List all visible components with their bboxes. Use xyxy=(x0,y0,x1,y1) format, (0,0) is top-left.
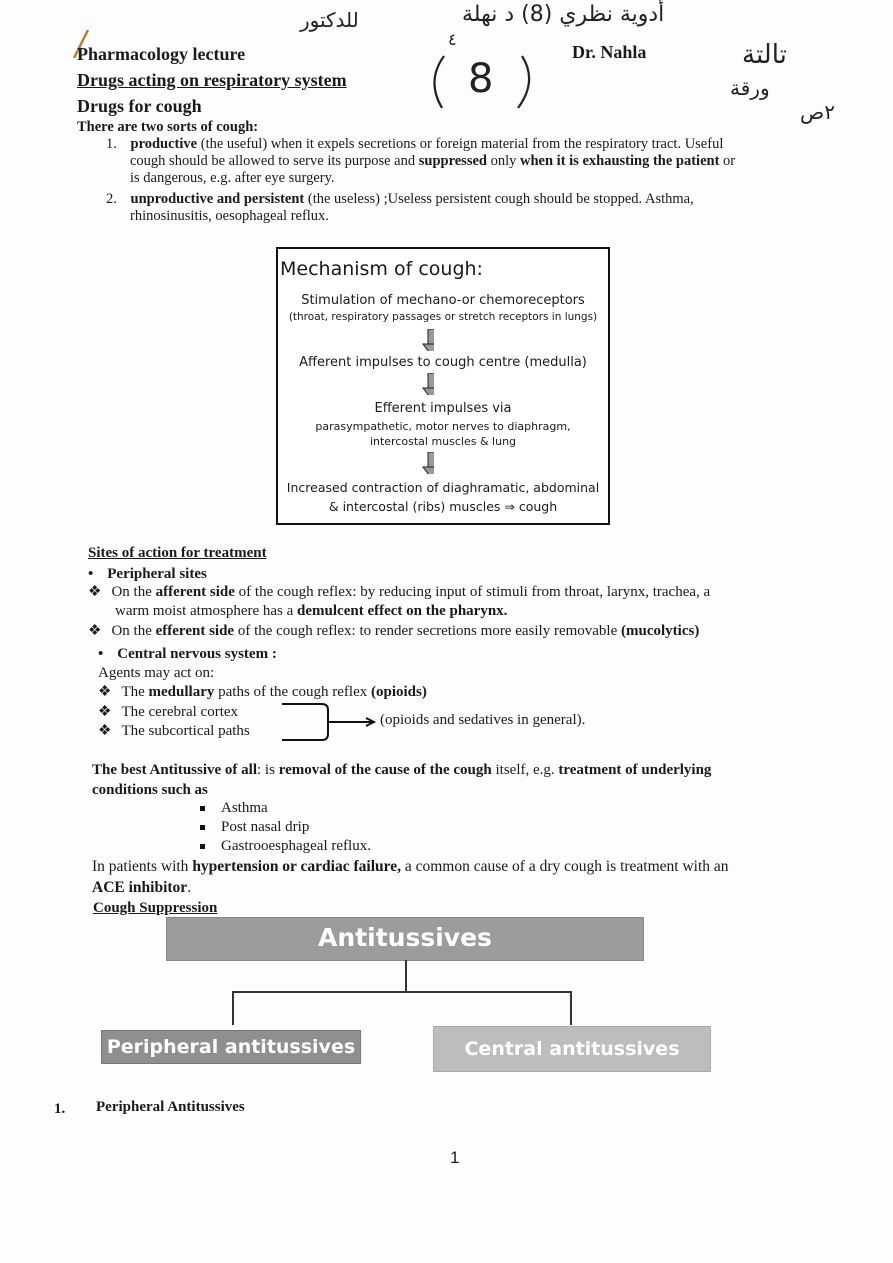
text-span-bold: suppressed xyxy=(418,153,487,169)
handwritten-right-note-2: ورقة xyxy=(730,76,770,100)
condition-item xyxy=(200,838,371,855)
diamond-bullet-icon: ❖ xyxy=(98,704,112,720)
text-span: On the xyxy=(111,584,156,600)
text-span: of the cough reflex: to render secretions more easily removable xyxy=(234,623,622,639)
text-span: . xyxy=(187,879,192,896)
antitussives-root-box xyxy=(166,917,644,961)
square-bullet-icon xyxy=(200,844,205,849)
cough-type-2-line-1 xyxy=(106,191,694,208)
hypertension-line-2 xyxy=(92,879,191,896)
text-span: itself, e.g. xyxy=(491,762,559,778)
square-bullet-icon xyxy=(200,825,205,830)
text-span: : is xyxy=(257,762,279,778)
tree-connector-horizontal xyxy=(232,991,572,993)
mechanism-step-1-detail: (throat, respiratory passages or stretch receptors in lungs) xyxy=(288,311,598,323)
text-span: of the cough reflex: by reducing input of stimuli from throat, larynx, trachea, a xyxy=(234,584,711,600)
text-span: On the xyxy=(111,623,156,639)
condition-label: Asthma xyxy=(221,800,268,816)
handwritten-note-top-right: أدوية نظري (8) د نهلة xyxy=(462,2,665,27)
mechanism-of-cough-box xyxy=(276,247,610,525)
tree-connector-left xyxy=(232,991,234,1025)
mechanism-step-4-line-1: Increased contraction of diaghramatic, abdominal xyxy=(286,480,600,495)
text-span-bold: treatment of underlying xyxy=(558,762,712,778)
cough-type-1-desc: (the useful) when it expels secretions or foreign material from the respiratory tract. Useful xyxy=(197,136,724,152)
square-bullet-icon xyxy=(200,806,205,811)
mechanism-step-2: Afferent impulses to cough centre (medulla) xyxy=(299,355,587,370)
mechanism-step-4-line-2: & intercostal (ribs) muscles ⇒ cough xyxy=(328,499,558,514)
text-span-bold: (opioids) xyxy=(371,684,427,700)
best-antitussive-line-2: conditions such as xyxy=(92,782,208,798)
down-arrow-icon xyxy=(422,373,434,395)
central-nervous-system-item xyxy=(98,646,277,663)
efferent-side-line xyxy=(88,623,699,640)
subcortical-line xyxy=(98,723,250,740)
handwritten-note-top-left: للدكتور xyxy=(300,8,359,32)
text-span-bold: efferent side xyxy=(155,623,235,639)
central-antitussives-box xyxy=(433,1026,711,1072)
text-span: paths of the cough reflex xyxy=(214,684,371,700)
text-span-bold: (mucolytics) xyxy=(621,623,700,639)
diamond-bullet-icon: ❖ xyxy=(88,623,102,639)
mechanism-step-1: Stimulation of mechano-or chemoreceptors xyxy=(301,293,585,308)
peripheral-sites-label: Peripheral sites xyxy=(107,566,207,582)
mechanism-step-3: Efferent impulses via xyxy=(374,401,512,416)
condition-item xyxy=(200,800,268,817)
cerebral-cortex-line xyxy=(98,704,238,721)
doctor-name: Dr. Nahla xyxy=(572,42,647,62)
text-span-bold: The best Antitussive of all xyxy=(92,762,258,778)
peripheral-antitussives-box xyxy=(101,1030,361,1064)
mechanism-step-3-detail-1: parasympathetic, motor nerves to diaphragm, xyxy=(315,420,571,433)
text-span-bold: afferent side xyxy=(155,584,235,600)
cough-type-1-line-3: is dangerous, e.g. after eye surgery. xyxy=(130,170,335,186)
bracket-icon xyxy=(280,702,380,742)
bracket-note: (opioids and sedatives in general). xyxy=(380,712,586,728)
text-span: The cerebral cortex xyxy=(121,704,239,720)
condition-label: Post nasal drip xyxy=(221,819,310,835)
bullet-icon: • xyxy=(98,646,104,662)
cough-type-2-num: 2. xyxy=(106,191,117,207)
cough-type-1-line-1 xyxy=(106,136,723,153)
text-span-bold: demulcent effect on the pharynx. xyxy=(297,603,508,619)
text-span-bold: medullary xyxy=(148,684,215,700)
peripheral-sites-item xyxy=(88,566,207,583)
diamond-bullet-icon: ❖ xyxy=(98,684,112,700)
text-span: warm moist atmosphere has a xyxy=(115,603,298,619)
text-span: cough should be allowed to serve its purpose and xyxy=(130,153,419,169)
lecture-title: Pharmacology lecture xyxy=(77,44,246,64)
text-span-bold: removal of the cause of the cough xyxy=(278,762,492,778)
mechanism-step-3-detail-2: intercostal muscles & lung xyxy=(369,435,517,448)
text-span: In patients with xyxy=(92,858,193,875)
handwritten-right-note-3: ٢ص xyxy=(800,100,835,124)
central-label: Central nervous system : xyxy=(117,646,277,662)
peripheral-antitussives-label: Peripheral antitussives xyxy=(106,1036,356,1058)
diamond-bullet-icon: ❖ xyxy=(88,584,102,600)
handwritten-right-note-1: تالتة xyxy=(742,40,787,70)
handwritten-circled-number xyxy=(426,50,536,112)
handwritten-arabic-numeral: ٤ xyxy=(448,30,457,49)
bullet-icon: • xyxy=(88,566,94,582)
medullary-line xyxy=(98,684,427,701)
text-span: or xyxy=(719,153,736,169)
sites-heading: Sites of action for treatment xyxy=(88,545,267,561)
cough-type-2-desc: (the useless) ;Useless persistent cough should be stopped. Asthma, xyxy=(304,191,694,207)
topic-title: Drugs acting on respiratory system xyxy=(77,70,347,90)
cough-type-1-name: productive xyxy=(130,136,198,152)
condition-item xyxy=(200,819,309,836)
cough-suppression-heading: Cough Suppression xyxy=(93,900,218,916)
cough-type-2-line-2: rhinosinusitis, oesophageal reflux. xyxy=(130,208,329,224)
text-span: The subcortical paths xyxy=(121,723,250,739)
section-title: Peripheral Antitussives xyxy=(96,1099,245,1115)
text-span-bold: ACE inhibitor xyxy=(92,879,188,896)
cough-type-1-line-2 xyxy=(130,153,735,170)
cough-type-1-num: 1. xyxy=(106,136,117,152)
afferent-side-line-2 xyxy=(115,603,507,620)
diamond-bullet-icon: ❖ xyxy=(98,723,112,739)
condition-label: Gastrooesphageal reflux. xyxy=(221,838,371,854)
text-span-bold: hypertension or cardiac failure, xyxy=(192,858,401,875)
text-span: only xyxy=(486,153,520,169)
subtopic-title: Drugs for cough xyxy=(77,96,202,116)
down-arrow-icon xyxy=(422,329,434,351)
best-antitussive-line-1 xyxy=(92,762,711,779)
agents-line: Agents may act on: xyxy=(98,665,215,681)
section-number: 1. xyxy=(54,1101,66,1117)
central-antitussives-label: Central antitussives xyxy=(464,1038,680,1060)
page-number: 1 xyxy=(450,1148,460,1167)
tree-connector-right xyxy=(570,991,572,1025)
text-span: The xyxy=(121,684,149,700)
hypertension-line-1 xyxy=(92,858,729,875)
mechanism-title: Mechanism of cough: xyxy=(280,258,483,280)
antitussives-label: Antitussives xyxy=(318,923,492,952)
text-span: a common cause of a dry cough is treatment with an xyxy=(400,858,729,875)
afferent-side-line-1 xyxy=(88,584,710,601)
cough-type-2-name: unproductive and persistent xyxy=(130,191,305,207)
text-span-bold: when it is exhausting the patient xyxy=(520,153,720,169)
tree-connector-vertical xyxy=(405,960,407,992)
cough-types-intro: There are two sorts of cough: xyxy=(77,119,259,135)
circled-number-text: 8 xyxy=(468,56,494,102)
down-arrow-icon xyxy=(422,452,434,474)
